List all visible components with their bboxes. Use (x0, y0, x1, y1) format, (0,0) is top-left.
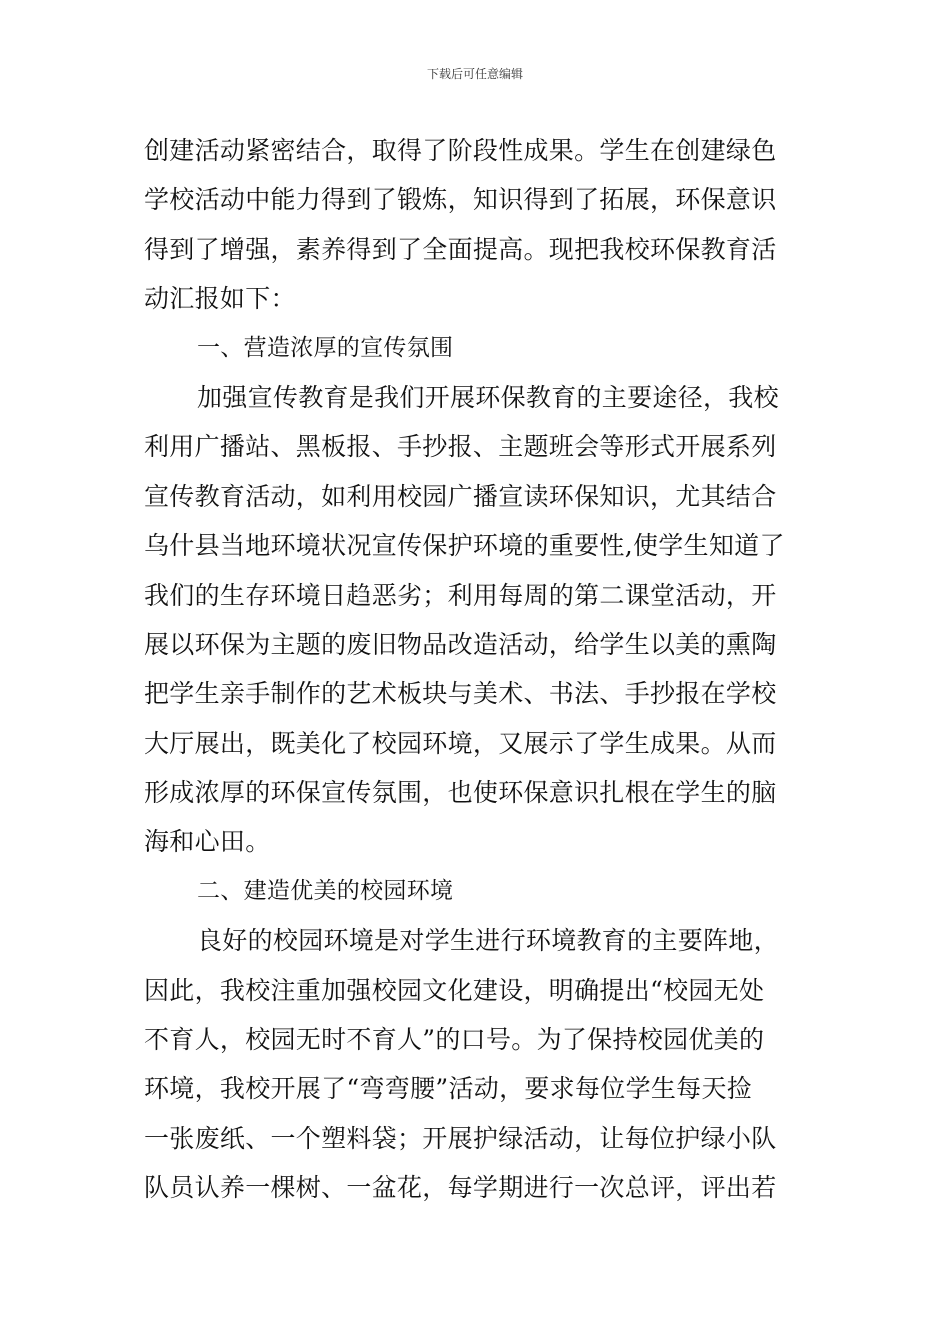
paragraph-line: 学校活动中能力得到了锻炼，知识得到了拓展，环保意识 (144, 185, 777, 215)
paragraph-line: 我们的生存环境日趋恶劣；利用每周的第二课堂活动，开 (144, 580, 777, 610)
paragraph-line: 良好的校园环境是对学生进行环境教育的主要阵地， (197, 926, 779, 956)
paragraph-line: 一张废纸、一个塑料袋；开展护绿活动，让每位护绿小队 (144, 1123, 777, 1153)
document-body (144, 126, 810, 1213)
paragraph-line: 加强宣传教育是我们开展环保教育的主要途径，我校 (197, 382, 779, 412)
paragraph-line: 把学生亲手制作的艺术板块与美术、书法、手抄报在学校 (144, 679, 777, 709)
paragraph-line: 环境，我校开展了“弯弯腰”活动，要求每位学生每天捡 (144, 1074, 753, 1104)
paragraph-line: 不育人，校园无时不育人”的口号。为了保持校园优美的 (144, 1025, 765, 1055)
section-heading: 一、营造浓厚的宣传氛围 (197, 334, 454, 361)
page-header: 下载后可任意编辑 (426, 67, 523, 81)
paragraph-line: 动汇报如下： (144, 284, 296, 314)
paragraph-line: 乌什县当地环境状况宣传保护环境的重要性,使学生知道了 (144, 531, 785, 561)
section-heading: 二、建造优美的校园环境 (197, 877, 454, 904)
paragraph-line: 大厅展出，既美化了校园环境，又展示了学生成果。从而 (144, 728, 777, 758)
paragraph-line: 创建活动紧密结合，取得了阶段性成果。学生在创建绿色 (144, 136, 777, 165)
paragraph-line: 得到了增强，素养得到了全面提高。现把我校环保教育活 (144, 234, 777, 264)
paragraph-line: 因此，我校注重加强校园文化建设，明确提出“校园无处 (144, 975, 765, 1005)
paragraph-line: 形成浓厚的环保宣传氛围，也使环保意识扎根在学生的脑 (144, 778, 777, 808)
paragraph-line: 利用广播站、黑板报、手抄报、主题班会等形式开展系列 (144, 432, 777, 462)
paragraph-line: 宣传教育活动，如利用校园广播宣读环保知识，尤其结合 (144, 481, 777, 511)
paragraph-line: 海和心田。 (144, 827, 271, 857)
paragraph-line: 展以环保为主题的废旧物品改造活动，给学生以美的熏陶 (144, 629, 777, 659)
paragraph-line: 队员认养一棵树、一盆花，每学期进行一次总评，评出若 (144, 1173, 777, 1203)
